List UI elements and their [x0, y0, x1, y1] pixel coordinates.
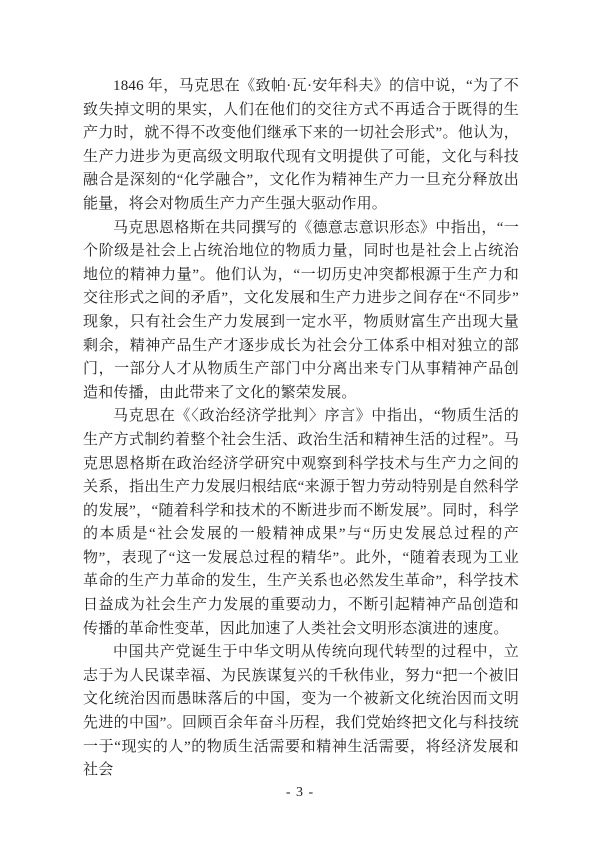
paragraph: 1846 年，马克思在《致帕·瓦·安年科夫》的信中说，“为了不致失掉文明的果实，人们在他们的交往方式不再适合于既得的生产力时，就不得不改变他们继承下来的一切社会形式”。他认为，生产力进步为更高级文明取代现有文明提供了可能，文化与科技融合是深刻的“化学融合”，文化作为精神生产力一旦充分释放出能量，将会对物质生产力产生强大驱动作用。	[83, 78, 519, 212]
paragraph: 中国共产党诞生于中华文明从传统向现代转型的过程中，立志于为人民谋幸福、为民族谋复兴的千秋伟业，努力“把一个被旧文化统治因而愚昧落后的中国，变为一个被新文化统治因而文明先进的中国”。回顾百余年奋斗历程，我们党始终把文化与科技统一于“现实的人”的物质生活需要和精神生活需要，将经济发展和社会	[83, 644, 519, 779]
paragraph: 马克思恩格斯在共同撰写的《德意志意识形态》中指出，“一个阶级是社会上占统治地位的物质力量，同时也是社会上占统治地位的精神力量”。他们认为，“一切历史冲突都根源于生产力和交往形式之间的矛盾”，文化发展和生产力进步之间存在“不同步”现象，只有社会生产力发展到一定水平，物质财富生产出现大量剩余，精神产品生产才逐步成长为社会分工体系中相对独立的部门，一部分人才从物质生产部门中分离出来专门从事精神产品创造和传播，由此带来了文化的繁荣发展。	[83, 219, 519, 401]
page-number: - 3 -	[285, 785, 315, 800]
document-body	[83, 75, 519, 783]
paragraph: 马克思在《〈政治经济学批判〉序言》中指出，“物质生活的生产方式制约着整个社会生活、政治生活和精神生活的过程”。马克思恩格斯在政治经济学研究中观察到科学技术与生产力之间的关系，指出生产力发展归根结底“来源于智力劳动特别是自然科学的发展”，“随着科学和技术的不断进步而不断发展”。同时，科学的本质是“社会发展的一般精神成果”与“历史发展总过程的产物”，表现了“这一发展总过程的精华”。此外，“随着表现为工业革命的生产力革命的发生，生产关系也必然发生革命”，科学技术日益成为社会生产力发展的重要动力，不断引起精神产品创造和传播的革命性变革，因此加速了人类社会文明形态演进的速度。	[83, 408, 519, 637]
